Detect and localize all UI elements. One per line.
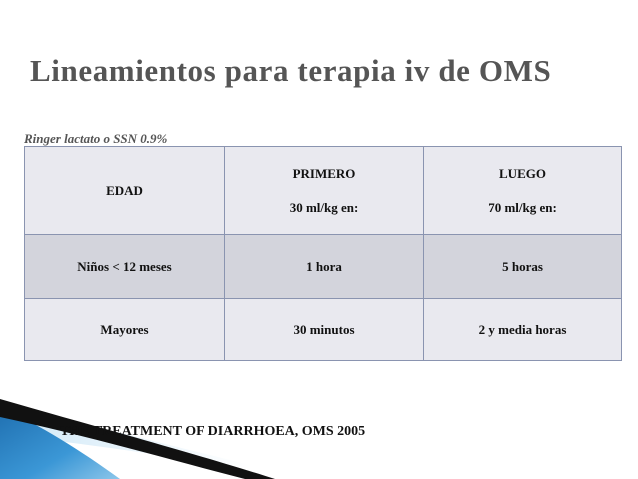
table-row [25,299,622,361]
cell-then: 5 horas [424,235,622,299]
iv-therapy-table [24,146,622,361]
header-first [225,147,424,235]
header-then [424,147,622,235]
header-age-label: EDAD [106,182,143,198]
slide-subtitle: Ringer lactato o SSN 0.9% [24,131,168,146]
source-citation: THE TREATMENT OF DIARRHOEA, OMS 2005 [60,424,366,439]
table-header-row [25,147,622,235]
header-first-title: PRIMERO [292,165,356,181]
header-then-title: LUEGO [499,165,546,181]
header-then-dose: 70 ml/kg en: [488,199,557,215]
cell-first: 1 hora [225,235,424,299]
cell-age: Niños < 12 meses [25,235,225,299]
cell-then: 2 y media horas [424,299,622,361]
header-first-dose: 30 ml/kg en: [289,199,359,215]
table-row [25,235,622,299]
cell-first: 30 minutos [225,299,424,361]
slide-title: Lineamientos para terapia iv de OMS [30,53,552,88]
header-age [25,147,225,235]
cell-age: Mayores [25,299,225,361]
